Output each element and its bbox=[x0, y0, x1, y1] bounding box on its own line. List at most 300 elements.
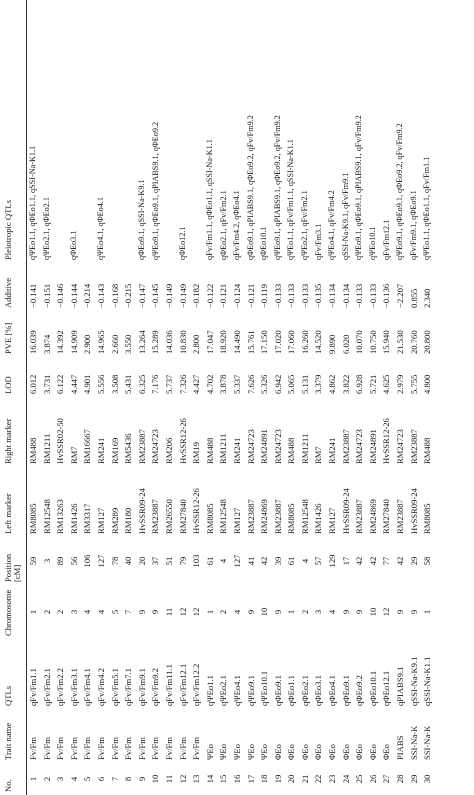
cell-lod: 5.556 bbox=[95, 374, 106, 394]
cell-chromosome: 3 bbox=[313, 609, 324, 615]
cell-qtl: qFv/Fm5.1 bbox=[109, 668, 120, 706]
cell-right-marker: HvSSR12-26 bbox=[381, 418, 392, 464]
cell-lod: 4.702 bbox=[204, 374, 215, 394]
cell-chromosome: 9 bbox=[340, 609, 351, 615]
cell-no: 27 bbox=[381, 774, 392, 784]
cell-right-marker: RM23887 bbox=[408, 429, 419, 464]
cell-right-marker: RM169 bbox=[109, 437, 120, 464]
cell-trait-name: Fv/Fm bbox=[82, 737, 93, 760]
cell-pleiotropic-qtls: qFv/Fm1.1, qΦEo1.1, qSSI-Na-K1.1 bbox=[204, 139, 214, 260]
cell-right-marker: RM24723 bbox=[272, 429, 283, 464]
cell-additive: −0.215 bbox=[123, 283, 134, 308]
cell-trait-name: ΦEo bbox=[327, 744, 338, 760]
cell-chromosome: 9 bbox=[354, 609, 365, 615]
cell-no: 24 bbox=[340, 774, 351, 784]
table-row bbox=[54, 0, 68, 795]
table-row bbox=[203, 0, 217, 795]
table-row bbox=[94, 0, 108, 795]
cell-pve: 10.830 bbox=[177, 330, 188, 354]
cell-pve: 14.909 bbox=[68, 330, 79, 354]
cell-trait-name: ΦEo bbox=[299, 744, 310, 760]
cell-no: 17 bbox=[245, 774, 256, 784]
cell-left-marker: RM8085 bbox=[204, 503, 215, 534]
cell-qtl: qSSI-Na-K9.1 bbox=[408, 656, 419, 706]
col-header-chromosome: Chromosome bbox=[3, 589, 13, 636]
cell-no: 28 bbox=[395, 774, 406, 784]
col-header-additive: Additive bbox=[3, 277, 13, 308]
cell-left-marker: RM127 bbox=[327, 507, 338, 534]
cell-qtl: qΨEo4.1 bbox=[231, 675, 242, 706]
col-header-no: No. bbox=[3, 779, 13, 792]
cell-additive: −0.119 bbox=[259, 284, 270, 308]
cell-pleiotropic-qtls: qΨEo1.1, qΦEo1.1, qSSI-Na-K1.1 bbox=[28, 145, 38, 260]
cell-position: 29 bbox=[408, 556, 419, 566]
cell-pleiotropic-qtls: qΦEo9.1, qPIABS9.1, qΦEo9.2, qFv/Fm9.2 bbox=[245, 115, 255, 260]
cell-pve: 16.260 bbox=[299, 330, 310, 354]
cell-chromosome: 1 bbox=[204, 609, 215, 615]
cell-chromosome: 12 bbox=[177, 607, 188, 617]
cell-lod: 3.878 bbox=[218, 374, 229, 394]
cell-qtl: qFv/Fm11.1 bbox=[163, 664, 174, 706]
col-header-position: Position [cM] bbox=[3, 553, 22, 582]
cell-position: 4 bbox=[299, 558, 310, 564]
cell-lod: 7.626 bbox=[245, 374, 256, 394]
cell-position: 42 bbox=[354, 556, 365, 566]
cell-position: 37 bbox=[150, 556, 161, 566]
table-row bbox=[27, 0, 41, 795]
cell-no: 3 bbox=[55, 776, 66, 782]
cell-additive: −0.214 bbox=[82, 283, 93, 308]
cell-lod: 5.721 bbox=[367, 374, 378, 394]
cell-pleiotropic-qtls bbox=[162, 0, 176, 263]
cell-chromosome: 12 bbox=[381, 607, 392, 617]
cell-right-marker: RM488 bbox=[204, 437, 215, 464]
table-row bbox=[108, 0, 122, 795]
col-header-qtls: QTLs bbox=[3, 685, 13, 706]
cell-pve: 15.940 bbox=[381, 330, 392, 354]
col-header-pve: PVE [%] bbox=[3, 322, 13, 354]
cell-pleiotropic-qtls bbox=[122, 0, 136, 263]
cell-trait-name: ΦEo bbox=[381, 744, 392, 760]
cell-position: 40 bbox=[123, 556, 134, 566]
cell-position: 89 bbox=[55, 556, 66, 566]
cell-position: 57 bbox=[313, 556, 324, 566]
cell-right-marker: RM241 bbox=[95, 437, 106, 464]
cell-position: 61 bbox=[286, 556, 297, 566]
cell-pleiotropic-qtls bbox=[108, 0, 122, 263]
cell-lod: 6.325 bbox=[136, 374, 147, 394]
cell-chromosome: 7 bbox=[123, 609, 134, 615]
cell-position: 59 bbox=[28, 556, 39, 566]
cell-no: 25 bbox=[354, 774, 365, 784]
cell-no: 9 bbox=[136, 776, 147, 782]
cell-trait-name: ΨEo bbox=[259, 744, 270, 760]
table-row bbox=[394, 0, 408, 795]
cell-trait-name: Fv/Fm bbox=[55, 737, 66, 760]
cell-no: 2 bbox=[41, 776, 52, 782]
cell-additive: −0.134 bbox=[327, 283, 338, 308]
cell-right-marker: RM1211 bbox=[41, 433, 52, 464]
cell-pleiotropic-qtls: qFv/Fm3.1 bbox=[313, 223, 323, 260]
cell-no: 16 bbox=[231, 774, 242, 784]
cell-right-marker: RM241 bbox=[327, 437, 338, 464]
cell-chromosome: 5 bbox=[109, 609, 120, 615]
cell-no: 12 bbox=[177, 774, 188, 784]
cell-trait-name: ΦEo bbox=[367, 744, 378, 760]
table-row bbox=[81, 0, 95, 795]
cell-position: 78 bbox=[109, 556, 120, 566]
cell-lod: 3.731 bbox=[41, 374, 52, 394]
cell-chromosome: 1 bbox=[286, 609, 297, 615]
cell-qtl: qΦEo2.1 bbox=[299, 675, 310, 706]
cell-additive: −0.141 bbox=[28, 283, 39, 308]
cell-lod: 6.942 bbox=[272, 374, 283, 394]
cell-left-marker: RM26550 bbox=[163, 499, 174, 534]
cell-additive: 2.340 bbox=[422, 288, 433, 308]
cell-trait-name: Fv/Fm bbox=[68, 737, 79, 760]
cell-pve: 14.392 bbox=[55, 330, 66, 354]
cell-left-marker: RM23887 bbox=[272, 499, 283, 534]
cell-position: 79 bbox=[177, 556, 188, 566]
table-header-row bbox=[4, 0, 27, 795]
col-header-pleiotropic-qtls: Pleiotropic QTLs bbox=[3, 200, 13, 260]
cell-trait-name: ΦEo bbox=[354, 744, 365, 760]
cell-qtl: qΦEo1.1 bbox=[286, 675, 297, 706]
cell-qtl: qFv/Fm1.1 bbox=[28, 668, 39, 706]
cell-position: 42 bbox=[395, 556, 406, 566]
cell-pve: 15.761 bbox=[245, 330, 256, 354]
qtl-table bbox=[4, 0, 434, 795]
cell-additive: −0.146 bbox=[55, 283, 66, 308]
cell-left-marker: RM23887 bbox=[150, 499, 161, 534]
cell-trait-name: ΨEo bbox=[231, 744, 242, 760]
cell-position: 17 bbox=[340, 556, 351, 566]
cell-no: 15 bbox=[218, 774, 229, 784]
cell-position: 77 bbox=[381, 556, 392, 566]
cell-qtl: qFv/Fm12.1 bbox=[177, 663, 188, 706]
cell-position: 42 bbox=[367, 556, 378, 566]
cell-pleiotropic-qtls: qΨEo4.1, qFv/Fm4.2 bbox=[327, 190, 337, 260]
cell-left-marker: RM27840 bbox=[381, 499, 392, 534]
cell-pve: 18.920 bbox=[218, 330, 229, 354]
cell-chromosome: 10 bbox=[367, 607, 378, 617]
cell-right-marker: RM24723 bbox=[354, 429, 365, 464]
cell-position: 4 bbox=[218, 558, 229, 564]
cell-pve: 14.965 bbox=[95, 330, 106, 354]
cell-lod: 4.447 bbox=[68, 374, 79, 394]
cell-lod: 5.755 bbox=[408, 374, 419, 394]
cell-qtl: qΨEo9.1 bbox=[245, 675, 256, 706]
cell-pve: 3.550 bbox=[123, 334, 134, 354]
cell-left-marker: RM12548 bbox=[41, 499, 52, 534]
table-row bbox=[353, 0, 367, 795]
cell-right-marker: RM24891 bbox=[367, 429, 378, 464]
table-row bbox=[149, 0, 163, 795]
cell-position: 129 bbox=[327, 554, 338, 568]
cell-right-marker: RM5436 bbox=[123, 433, 134, 464]
cell-chromosome: 10 bbox=[259, 607, 270, 617]
table-row bbox=[162, 0, 176, 795]
cell-pleiotropic-qtls: qΨEo9.1, qPIABS9.1, qΦEo9.2, qFv/Fm9.2 bbox=[272, 115, 282, 260]
cell-qtl: qΦEo9.2 bbox=[354, 675, 365, 706]
table-row bbox=[190, 0, 204, 795]
table-row bbox=[258, 0, 272, 795]
cell-position: 61 bbox=[204, 556, 215, 566]
cell-trait-name: Fv/Fm bbox=[28, 737, 39, 760]
cell-pve: 10.070 bbox=[354, 330, 365, 354]
table-row bbox=[135, 0, 149, 795]
cell-additive: −0.143 bbox=[95, 283, 106, 308]
cell-additive: −0.147 bbox=[136, 283, 147, 308]
cell-qtl: qSSI-Na-K1.1 bbox=[422, 656, 433, 706]
cell-right-marker: RM488 bbox=[28, 437, 39, 464]
cell-pleiotropic-qtls: qΦEo10.1 bbox=[259, 226, 269, 260]
cell-no: 21 bbox=[299, 774, 310, 784]
cell-lod: 6.122 bbox=[55, 374, 66, 394]
cell-left-marker: RM3317 bbox=[82, 503, 93, 534]
cell-position: 103 bbox=[191, 554, 202, 568]
cell-qtl: qFv/Fm12.2 bbox=[191, 663, 202, 706]
cell-qtl: qFv/Fm4.2 bbox=[95, 668, 106, 706]
cell-right-marker: RM7 bbox=[68, 446, 79, 464]
cell-left-marker: RM289 bbox=[109, 507, 120, 534]
col-header-right-marker: Right marker bbox=[3, 418, 13, 464]
cell-chromosome: 9 bbox=[272, 609, 283, 615]
cell-left-marker: RM24869 bbox=[259, 499, 270, 534]
cell-pleiotropic-qtls: qΨEo2.1, qΦEo2.1 bbox=[41, 197, 51, 260]
cell-chromosome: 2 bbox=[41, 609, 52, 615]
cell-lod: 7.326 bbox=[177, 374, 188, 394]
cell-chromosome: 3 bbox=[68, 609, 79, 615]
cell-pve: 17.047 bbox=[204, 330, 215, 354]
cell-pve: 20.800 bbox=[422, 330, 433, 354]
cell-lod: 4.862 bbox=[327, 374, 338, 394]
cell-trait-name: ΦEo bbox=[286, 744, 297, 760]
cell-lod: 5.737 bbox=[163, 374, 174, 394]
cell-chromosome: 9 bbox=[408, 609, 419, 615]
cell-qtl: qΨEo10.1 bbox=[259, 670, 270, 706]
cell-pve: 14.520 bbox=[313, 330, 324, 354]
cell-additive: 0.855 bbox=[408, 288, 419, 308]
cell-pleiotropic-qtls: qΨEo10.1 bbox=[368, 226, 378, 260]
cell-additive: −0.136 bbox=[381, 283, 392, 308]
cell-trait-name: ΨEo bbox=[218, 744, 229, 760]
cell-chromosome: 1 bbox=[422, 609, 433, 615]
cell-left-marker: RM8085 bbox=[286, 503, 297, 534]
table-row bbox=[312, 0, 326, 795]
cell-pve: 3.874 bbox=[41, 334, 52, 354]
table-row bbox=[407, 0, 421, 795]
cell-position: 127 bbox=[95, 554, 106, 568]
cell-pleiotropic-qtls: qFv/Fm9.1, qΦEo9.1 bbox=[408, 190, 418, 260]
cell-pve: 6.020 bbox=[340, 334, 351, 354]
cell-no: 29 bbox=[408, 774, 419, 784]
cell-lod: 7.176 bbox=[150, 374, 161, 394]
cell-right-marker: RM488 bbox=[422, 437, 433, 464]
cell-right-marker: RM16667 bbox=[82, 429, 93, 464]
cell-chromosome: 2 bbox=[299, 609, 310, 615]
cell-qtl: qΦEo4.1 bbox=[327, 675, 338, 706]
cell-trait-name: ΦEo bbox=[340, 744, 351, 760]
cell-trait-name: ΨEo bbox=[245, 744, 256, 760]
cell-left-marker: RM23887 bbox=[395, 499, 406, 534]
cell-chromosome: 9 bbox=[136, 609, 147, 615]
cell-left-marker: HvSSR12-26 bbox=[191, 488, 202, 534]
cell-right-marker: RM24723 bbox=[150, 429, 161, 464]
cell-additive: −0.121 bbox=[218, 283, 229, 308]
cell-left-marker: RM27840 bbox=[177, 499, 188, 534]
table-row bbox=[298, 0, 312, 795]
cell-additive: −0.133 bbox=[272, 283, 283, 308]
cell-no: 4 bbox=[68, 776, 79, 782]
cell-pleiotropic-qtls bbox=[190, 0, 204, 263]
cell-trait-name: Fv/Fm bbox=[95, 737, 106, 760]
cell-qtl: qFv/Fm2.1 bbox=[41, 668, 52, 706]
cell-qtl: qFv/Fm7.1 bbox=[123, 668, 134, 706]
cell-no: 11 bbox=[163, 774, 174, 784]
cell-position: 106 bbox=[82, 554, 93, 568]
cell-pleiotropic-qtls: qFv/Fm12.1 bbox=[381, 219, 391, 260]
cell-pve: 17.150 bbox=[259, 330, 270, 354]
cell-pve: 2.800 bbox=[191, 334, 202, 354]
cell-right-marker: RM1211 bbox=[218, 433, 229, 464]
cell-chromosome: 2 bbox=[55, 609, 66, 615]
cell-no: 5 bbox=[82, 776, 93, 782]
cell-right-marker: RM23887 bbox=[136, 429, 147, 464]
cell-pleiotropic-qtls: qSSI-Na-K9.1, qFv/Fm9.1 bbox=[340, 172, 350, 260]
cell-left-marker: RM180 bbox=[123, 507, 134, 534]
cell-pve: 13.264 bbox=[136, 330, 147, 354]
cell-additive: −0.122 bbox=[204, 283, 215, 308]
cell-pve: 10.750 bbox=[367, 330, 378, 354]
cell-additive: −0.149 bbox=[163, 283, 174, 308]
cell-lod: 5.431 bbox=[123, 374, 134, 394]
cell-qtl: qFv/Fm4.1 bbox=[82, 668, 93, 706]
cell-no: 22 bbox=[313, 774, 324, 784]
cell-pleiotropic-qtls: qΨEo2.1, qFv/Fm2.1 bbox=[300, 190, 310, 260]
cell-pve: 17.020 bbox=[272, 330, 283, 354]
cell-trait-name: Fv/Fm bbox=[150, 737, 161, 760]
cell-left-marker: HvSSR09-24 bbox=[408, 488, 419, 534]
cell-left-marker: RM23887 bbox=[354, 499, 365, 534]
cell-chromosome: 9 bbox=[150, 609, 161, 615]
cell-trait-name: SSI-Na-K bbox=[408, 725, 419, 760]
cell-right-marker: RM24723 bbox=[245, 429, 256, 464]
cell-position: 3 bbox=[41, 558, 52, 564]
cell-additive: −0.133 bbox=[367, 283, 378, 308]
table-row bbox=[421, 0, 435, 795]
cell-pve: 14.490 bbox=[231, 330, 242, 354]
col-header-left-marker: Left marker bbox=[3, 493, 13, 534]
cell-lod: 5.131 bbox=[299, 374, 310, 394]
cell-trait-name: Fv/Fm bbox=[191, 737, 202, 760]
table-row bbox=[122, 0, 136, 795]
cell-left-marker: RM127 bbox=[95, 507, 106, 534]
cell-lod: 4.427 bbox=[191, 374, 202, 394]
cell-additive: −0.168 bbox=[109, 283, 120, 308]
cell-position: 20 bbox=[136, 556, 147, 566]
cell-pve: 20.760 bbox=[408, 330, 419, 354]
cell-trait-name: Fv/Fm bbox=[41, 737, 52, 760]
table-row bbox=[285, 0, 299, 795]
cell-no: 20 bbox=[286, 774, 297, 784]
cell-lod: 4.625 bbox=[381, 374, 392, 394]
cell-lod: 6.928 bbox=[354, 374, 365, 394]
cell-trait-name: ΨEo bbox=[204, 744, 215, 760]
cell-right-marker: RM241 bbox=[231, 437, 242, 464]
cell-left-marker: RM12548 bbox=[299, 499, 310, 534]
cell-no: 1 bbox=[28, 776, 39, 782]
cell-chromosome: 11 bbox=[163, 607, 174, 617]
cell-trait-name: ΦEo bbox=[272, 744, 283, 760]
cell-no: 18 bbox=[259, 774, 270, 784]
cell-pleiotropic-qtls: qΨEo4.1, qΦEo4.1 bbox=[96, 197, 106, 260]
cell-pve: 9.890 bbox=[327, 334, 338, 354]
cell-no: 19 bbox=[272, 774, 283, 784]
cell-additive: −0.182 bbox=[191, 283, 202, 308]
cell-right-marker: RM7 bbox=[313, 446, 324, 464]
cell-additive: −0.124 bbox=[231, 283, 242, 308]
cell-lod: 5.065 bbox=[286, 374, 297, 394]
cell-additive: −2.207 bbox=[395, 283, 406, 308]
cell-pleiotropic-qtls: qΦEo12.1 bbox=[177, 226, 187, 260]
cell-additive: −0.133 bbox=[299, 283, 310, 308]
col-header-trait-name: Trait name bbox=[3, 722, 13, 760]
cell-qtl: qFv/Fm3.1 bbox=[68, 668, 79, 706]
table-row bbox=[366, 0, 380, 795]
cell-chromosome: 1 bbox=[28, 609, 39, 615]
cell-no: 10 bbox=[150, 774, 161, 784]
cell-qtl: qFv/Fm9.2 bbox=[150, 668, 161, 706]
cell-left-marker: RM1426 bbox=[68, 503, 79, 534]
cell-left-marker: RM8085 bbox=[422, 503, 433, 534]
cell-qtl: qFv/Fm2.2 bbox=[55, 668, 66, 706]
cell-right-marker: RM24891 bbox=[259, 429, 270, 464]
cell-qtl: qΦEo12.1 bbox=[381, 670, 392, 706]
cell-chromosome: 4 bbox=[82, 609, 93, 615]
table-row bbox=[67, 0, 81, 795]
cell-pleiotropic-qtls: qΨEo9.1, qΦEo9.1, qPIABS9.1, qΦEo9.2 bbox=[150, 121, 160, 260]
cell-chromosome: 4 bbox=[95, 609, 106, 615]
table-row bbox=[176, 0, 190, 795]
cell-lod: 3.379 bbox=[313, 374, 324, 394]
cell-trait-name: Fv/Fm bbox=[163, 737, 174, 760]
cell-pve: 17.060 bbox=[286, 330, 297, 354]
cell-lod: 6.012 bbox=[28, 374, 39, 394]
table-row bbox=[244, 0, 258, 795]
cell-pleiotropic-qtls: qΦEo9.1, qSSI-Na-K9.1 bbox=[136, 179, 146, 260]
cell-chromosome: 2 bbox=[218, 609, 229, 615]
cell-lod: 4.800 bbox=[422, 374, 433, 394]
table-row bbox=[40, 0, 54, 795]
cell-no: 23 bbox=[327, 774, 338, 784]
cell-pve: 16.039 bbox=[28, 330, 39, 354]
cell-pleiotropic-qtls bbox=[54, 0, 68, 263]
cell-pve: 15.289 bbox=[150, 330, 161, 354]
cell-pve: 2.900 bbox=[82, 334, 93, 354]
cell-left-marker: RM127 bbox=[231, 507, 242, 534]
cell-right-marker: RM19 bbox=[191, 442, 202, 464]
cell-no: 6 bbox=[95, 776, 106, 782]
cell-lod: 5.337 bbox=[231, 374, 242, 394]
cell-pleiotropic-qtls: qΦEo2.1, qFv/Fm2.1 bbox=[218, 190, 228, 260]
cell-no: 13 bbox=[191, 774, 202, 784]
cell-left-marker: RM1426 bbox=[313, 503, 324, 534]
cell-trait-name: Fv/Fm bbox=[123, 737, 134, 760]
cell-pleiotropic-qtls: qΨEo1.1, qFv/Fm1.1, qSSI-Na-K1.1 bbox=[286, 139, 296, 260]
table-row bbox=[339, 0, 353, 795]
cell-lod: 2.979 bbox=[395, 374, 406, 394]
